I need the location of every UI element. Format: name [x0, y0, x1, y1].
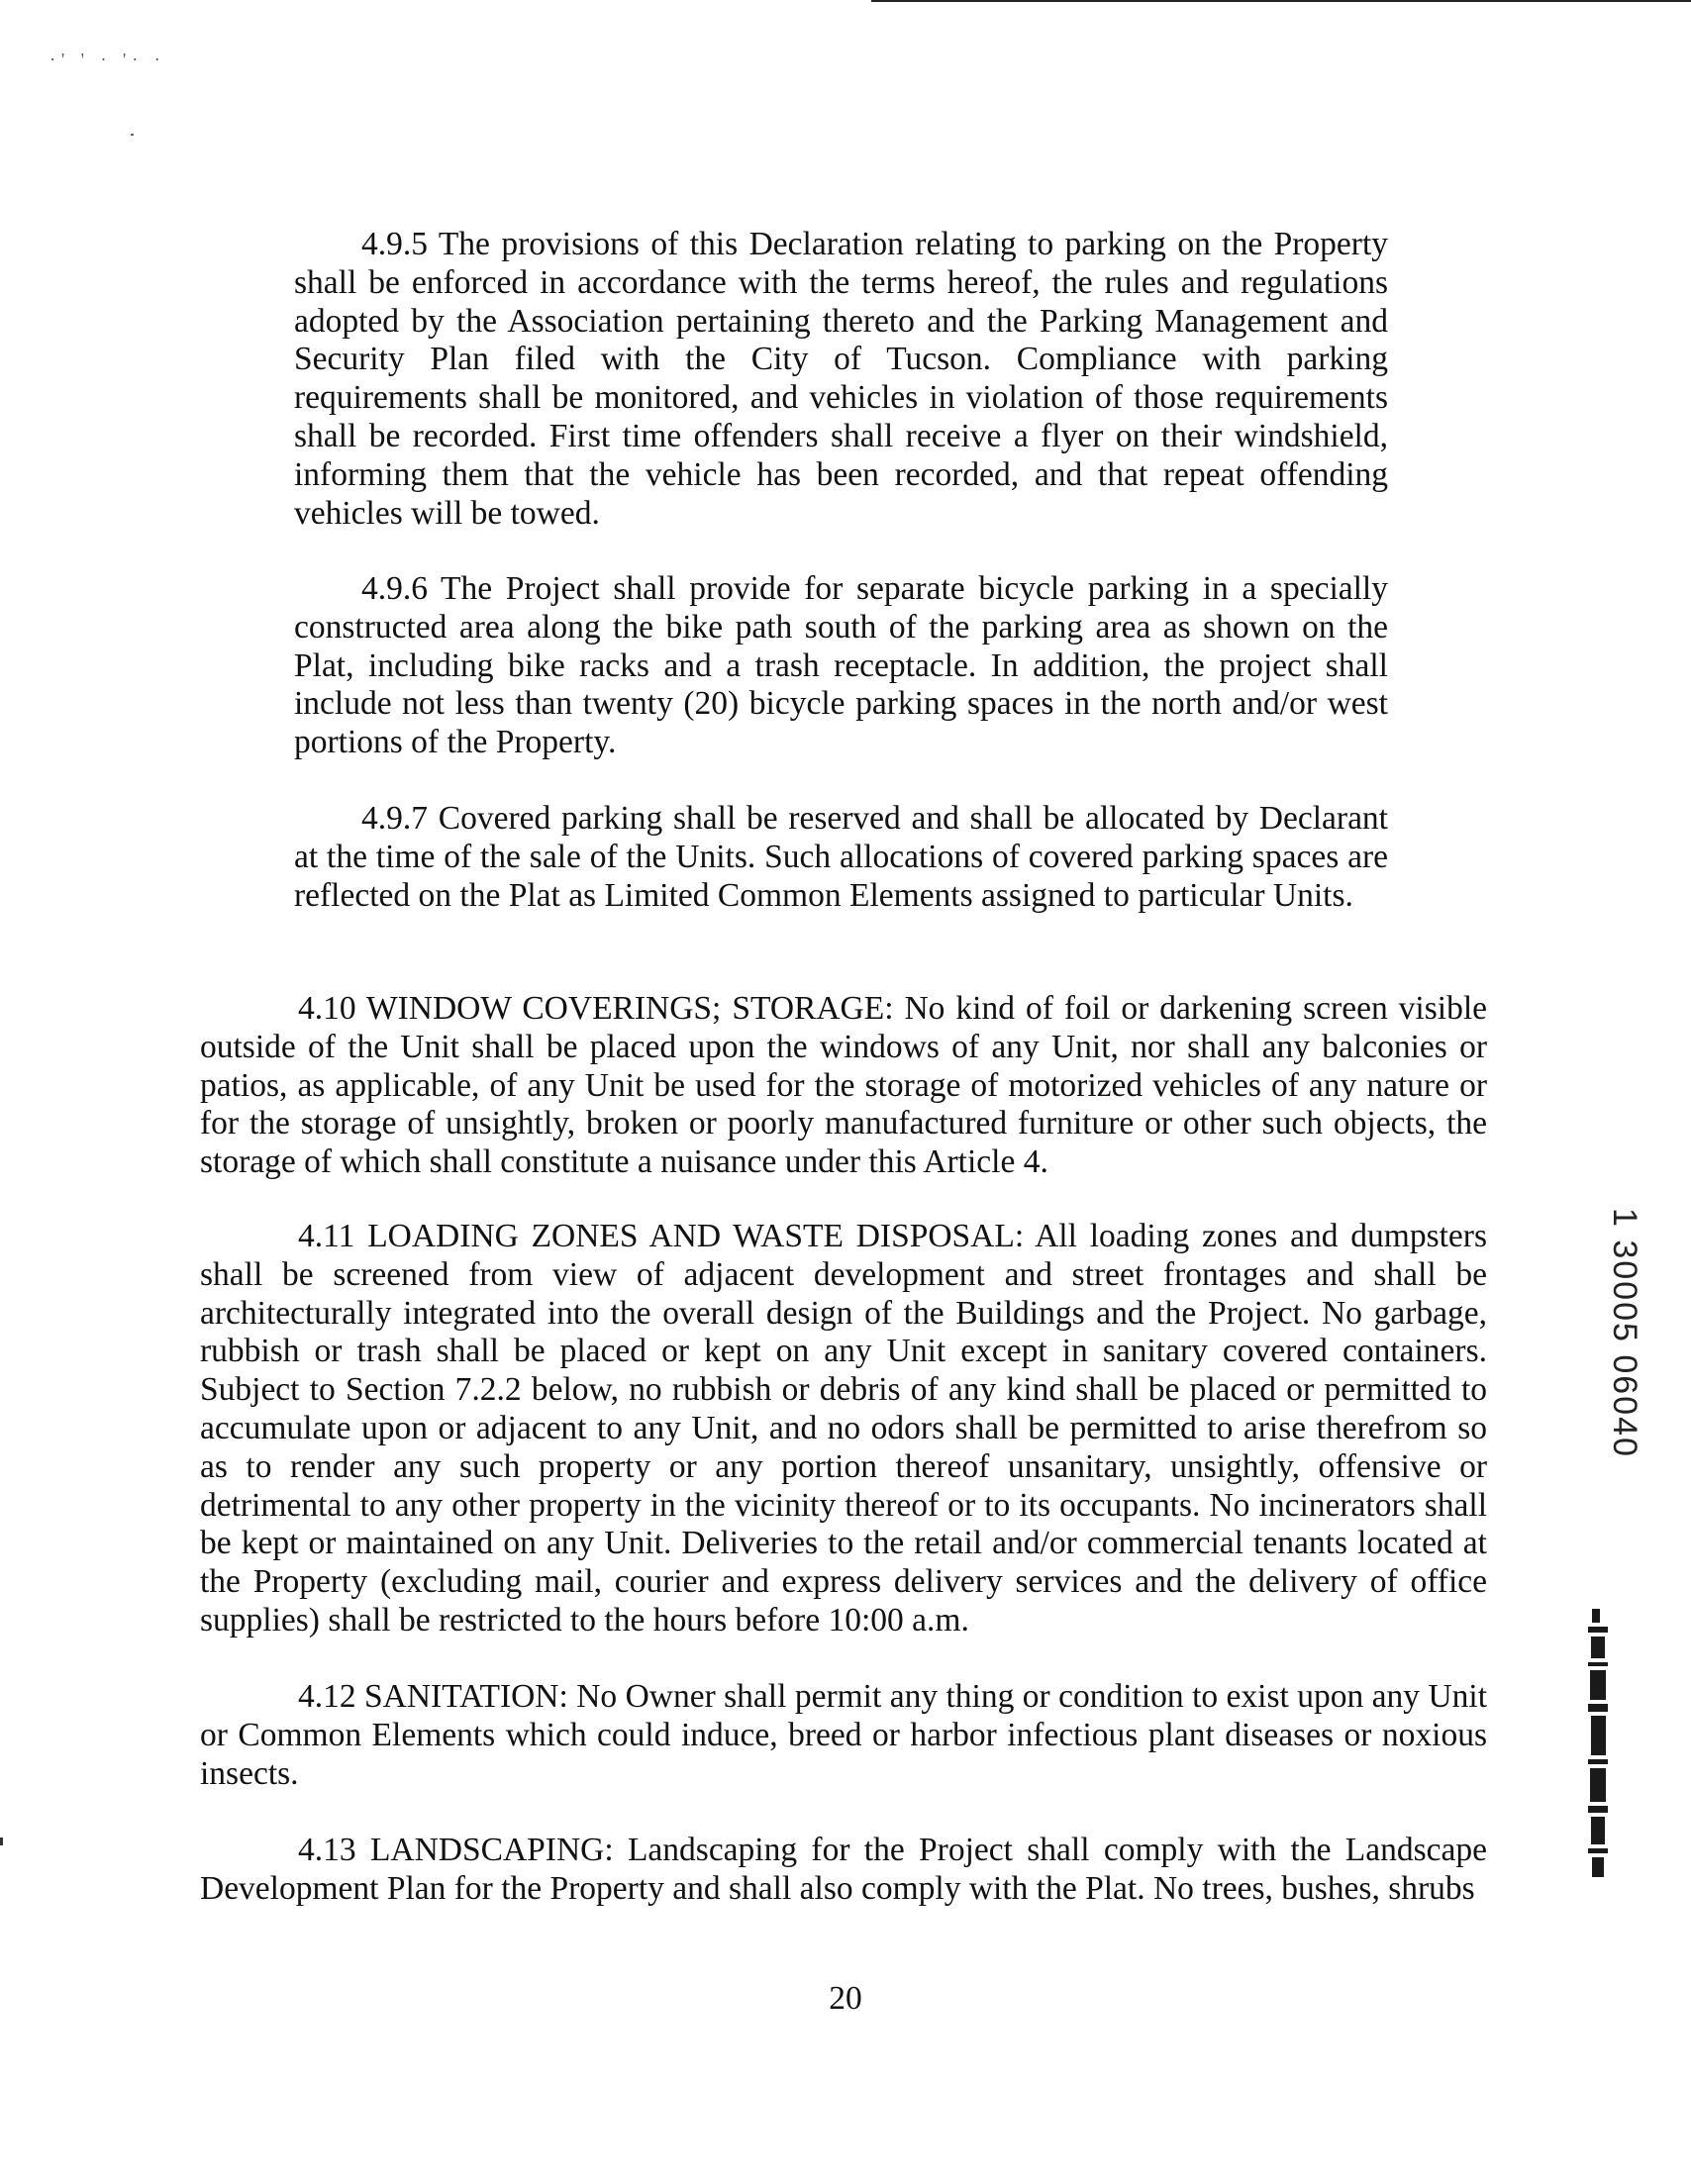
side-recording-stamp [1604, 1208, 1643, 1465]
paragraph-4-13: 4.13 LANDSCAPING: Landscaping for the Project shall comply with the Landscape Development Plan for the Property and shall also comply with the Plat. No trees, bushes, shrubs [200, 1832, 1487, 1907]
side-recording-stamp-text: 1 30005 06040 [1606, 1208, 1643, 1458]
top-edge-rule [871, 0, 1691, 2]
margin-barcode-mark [1588, 1609, 1608, 1886]
paragraph-4-10: 4.10 WINDOW COVERINGS; STORAGE: No kind of foil or darkening screen visible outside of the Unit shall be placed upon the windows of any Unit, nor shall any balconies or patios, as applicable, of any Unit be used for the storage of motorized vehicles of any nature or for the storage of unsightly, broken or poorly manufactured furniture or other such objects, the storage of which shall constitute a nuisance under this Article 4. [200, 990, 1487, 1181]
scan-speck-dot [131, 134, 134, 136]
paragraph-4-9-6: 4.9.6 The Project shall provide for separate bicycle parking in a specially constructed area along the bike path south of the parking area as shown on the Plat, including bike racks and a trash receptacle. In addition, the project shall include not less than twenty (20) bicycle parking spaces in the north and/or west portions of the Property. [294, 570, 1388, 761]
left-margin-tick [0, 1837, 3, 1845]
page-number: 20 [829, 1980, 862, 2017]
paragraph-4-9-7: 4.9.7 Covered parking shall be reserved and shall be allocated by Declarant at the time of the sale of the Units. Such allocations of covered parking spaces are reflected on the Plat as Limited Common Elements assigned to particular Units. [294, 800, 1388, 914]
paragraph-4-11: 4.11 LOADING ZONES AND WASTE DISPOSAL: All loading zones and dumpsters shall be screened from view of adjacent development and street frontages and shall be architecturally integrated into the overall design of the Buildings and the Project. No garbage, rubbish or trash shall be placed or kept on any Unit except in sanitary covered containers. Subject to Section 7.2.2 below, no rubbish or debris of any kind shall be placed or permitted to accumulate upon or adjacent to any Unit, and no odors shall be permitted to arise therefrom so as to render any such property or any portion thereof unsanitary, unsightly, offensive or detrimental to any other property in the vicinity thereof or to its occupants. No incinerators shall be kept or maintained on any Unit. Deliveries to the retail and/or commercial tenants located at the Property (excluding mail, courier and express delivery services and the delivery of office supplies) shall be restricted to the hours before 10:00 a.m. [200, 1218, 1487, 1638]
scan-specks: ·' ' · '· · [50, 50, 166, 69]
paragraph-4-12: 4.12 SANITATION: No Owner shall permit any thing or condition to exist upon any Unit or Common Elements which could induce, breed or harbor infectious plant diseases or noxious insects. [200, 1678, 1487, 1792]
paragraph-4-9-5: 4.9.5 The provisions of this Declaration relating to parking on the Property shall be enforced in accordance with the terms hereof, the rules and regulations adopted by the Association pertaining thereto and the Parking Management and Security Plan filed with the City of Tucson. Compliance with parking requirements shall be monitored, and vehicles in violation of those requirements shall be recorded. First time offenders shall receive a flyer on their windshield, informing them that the vehicle has been recorded, and that repeat offending vehicles will be towed. [294, 226, 1388, 532]
